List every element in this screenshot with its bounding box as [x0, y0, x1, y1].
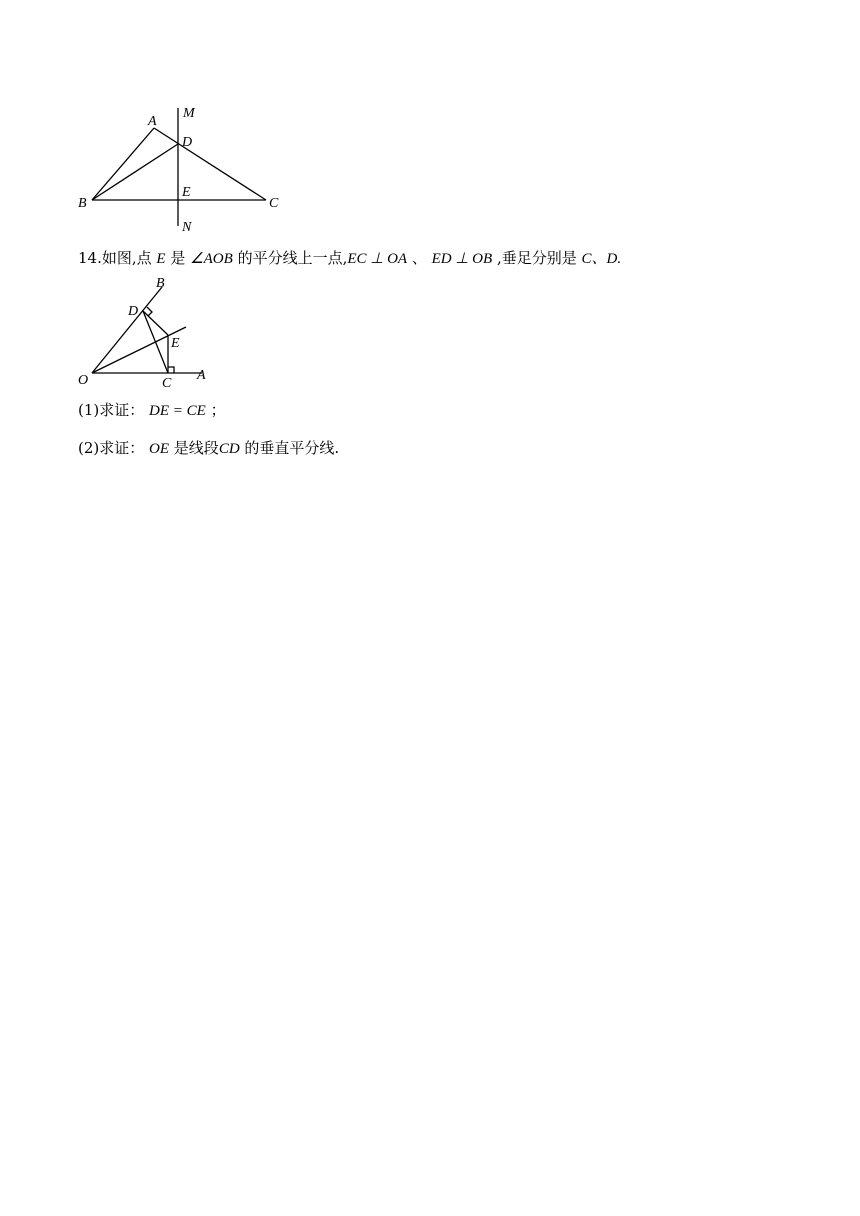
problem-14-statement: 14.如图,点 E 是 ∠AOB 的平分线上一点,EC ⊥ OA 、 ED ⊥ OB ,垂足分别是 C、D.: [78, 249, 622, 267]
label-e: E: [171, 336, 180, 351]
label-c: C: [162, 376, 172, 390]
problem-number: 14.: [78, 249, 102, 267]
label-a: A: [148, 114, 157, 129]
label-c: C: [269, 196, 279, 211]
label-a: A: [197, 368, 206, 383]
label-o: O: [78, 373, 89, 388]
figure-triangle-abc: [70, 100, 300, 235]
right-angle-c: [168, 367, 174, 373]
ray-ob: [92, 287, 162, 373]
figure-angle-aob: [70, 275, 220, 390]
label-m: M: [183, 106, 195, 121]
label-d: D: [128, 304, 139, 319]
part-2: (2)求证： OE 是线段CD 的垂直平分线.: [78, 439, 340, 457]
label-b: B: [78, 196, 87, 211]
segment-ed: [143, 311, 168, 335]
segment-ab: [92, 128, 154, 200]
label-b: B: [156, 276, 165, 291]
label-e: E: [182, 185, 191, 200]
segment-ac: [154, 128, 266, 200]
right-angle-d: [147, 307, 152, 316]
part-1: (1)求证： DE = CE ；: [78, 401, 226, 419]
label-n: N: [182, 220, 192, 235]
segment-dc: [143, 311, 168, 373]
label-d: D: [182, 135, 193, 150]
segment-bd: [92, 144, 178, 200]
